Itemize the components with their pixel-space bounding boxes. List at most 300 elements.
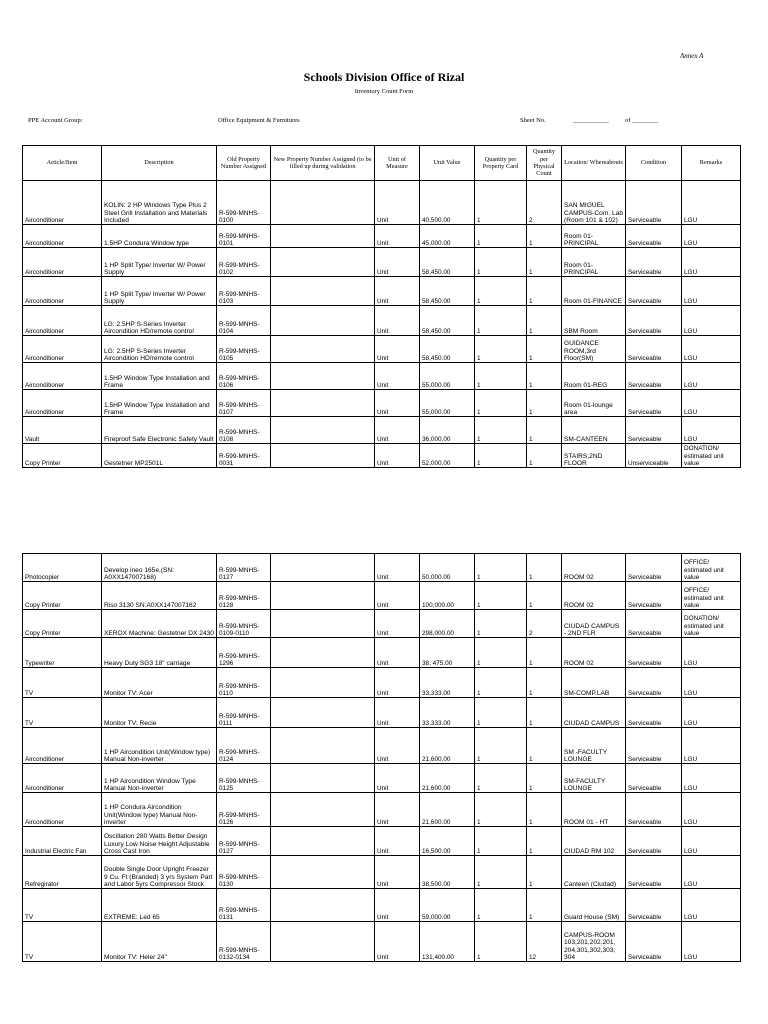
condition-cell: Serviceable xyxy=(626,698,682,728)
unit-cell: Unit xyxy=(375,922,420,962)
remarks-cell: LGU xyxy=(682,922,741,962)
description-cell: LG: 2.5HP S-Series Inverter Aircondition HD/remote control xyxy=(102,306,217,336)
condition-cell: Serviceable xyxy=(626,390,682,417)
article-cell: Photocopier xyxy=(23,554,102,582)
unit-value-cell: 50,000.00 xyxy=(420,554,475,582)
qty-count-cell: 1 xyxy=(527,827,562,856)
unit-cell: Unit xyxy=(375,582,420,610)
qty-card-cell: 1 xyxy=(475,889,527,922)
qty-count-cell: 1 xyxy=(527,793,562,827)
unit-cell: Unit xyxy=(375,390,420,417)
condition-cell: Serviceable xyxy=(626,225,682,248)
remarks-cell: LGU xyxy=(682,306,741,336)
description-cell: Fireproof Safe Electronic Safety Vault xyxy=(102,417,217,444)
article-cell: Airconditioner xyxy=(23,728,102,764)
unit-value-cell: 55,000.00 xyxy=(420,363,475,390)
old-property-number-cell: R-599-MNHS-0131 xyxy=(217,889,271,922)
location-cell: Room 01-PRINCIPAL xyxy=(562,248,626,277)
description-cell: 1 HP Aircondition Window Type Manual Non-inverter xyxy=(102,764,217,793)
location-cell: CAMPUS-ROOM 103,201,202,201, 204,301,302,303, 304 xyxy=(562,922,626,962)
condition-cell: Unserviceable xyxy=(626,444,682,468)
description-cell: Heavy Duty SG3 18" carriage xyxy=(102,638,217,668)
qty-card-cell: 1 xyxy=(475,582,527,610)
qty-card-cell: 1 xyxy=(475,764,527,793)
location-cell: SM -FACULTY LOUNGE xyxy=(562,728,626,764)
old-property-number-cell: R-599-MNHS-0101 xyxy=(217,225,271,248)
table-row xyxy=(23,277,741,306)
qty-count-cell: 1 xyxy=(527,225,562,248)
unit-value-cell: 100,000.00 xyxy=(420,582,475,610)
condition-cell: Serviceable xyxy=(626,181,682,225)
article-cell: Copy Printer xyxy=(23,582,102,610)
description-cell: 1 HP Condura Aircondition Unit(Window type) Manual Non-inverter xyxy=(102,793,217,827)
table-2-body xyxy=(23,554,741,962)
remarks-cell: LGU xyxy=(682,225,741,248)
location-cell: Room 01-FINANCE xyxy=(562,277,626,306)
qty-count-cell: 1 xyxy=(527,554,562,582)
unit-value-cell: 55,000.00 xyxy=(420,390,475,417)
old-property-number-cell: R-599-MNHS-0104 xyxy=(217,306,271,336)
qty-count-cell: 1 xyxy=(527,728,562,764)
qty-count-cell: 1 xyxy=(527,417,562,444)
new-property-number-cell xyxy=(271,554,375,582)
new-property-number-cell xyxy=(271,444,375,468)
new-property-number-cell xyxy=(271,610,375,638)
new-property-number-cell xyxy=(271,390,375,417)
location-cell: ROOM 02 xyxy=(562,582,626,610)
unit-value-cell: 21,600.00 xyxy=(420,764,475,793)
qty-count-cell: 1 xyxy=(527,363,562,390)
location-cell: Guard House (SM) xyxy=(562,889,626,922)
unit-cell: Unit xyxy=(375,638,420,668)
col-header-unit-of-measure: Unit of Measure xyxy=(375,146,420,181)
unit-cell: Unit xyxy=(375,889,420,922)
unit-cell: Unit xyxy=(375,444,420,468)
col-header-qty-property-card: Quantity per Property Card xyxy=(475,146,527,181)
remarks-cell: LGU xyxy=(682,889,741,922)
col-header-new-property-number: New Property Number Assigned (to be filled up during validation xyxy=(271,146,375,181)
old-property-number-cell: R-599-MNHS-0111 xyxy=(217,698,271,728)
description-cell: Monitor TV: Acer xyxy=(102,668,217,698)
location-cell: SM-CANTEEN xyxy=(562,417,626,444)
article-cell: Copy Printer xyxy=(23,610,102,638)
location-cell: Room 01-PRINCIPAL xyxy=(562,225,626,248)
old-property-number-cell: R-599-MNHS-0132-0134 xyxy=(217,922,271,962)
article-cell: TV xyxy=(23,698,102,728)
qty-count-cell: 1 xyxy=(527,668,562,698)
description-cell: KOLIN: 2 HP Windows Type Plus 2 Steel Grill Installation and Materials Included xyxy=(102,181,217,225)
unit-value-cell: 33,333.00 xyxy=(420,698,475,728)
article-cell: TV xyxy=(23,668,102,698)
inventory-table-1 xyxy=(22,145,741,468)
unit-cell: Unit xyxy=(375,856,420,889)
qty-count-cell: 1 xyxy=(527,764,562,793)
condition-cell: Serviceable xyxy=(626,889,682,922)
condition-cell: Serviceable xyxy=(626,610,682,638)
unit-value-cell: 40,500.00 xyxy=(420,181,475,225)
qty-count-cell: 1 xyxy=(527,444,562,468)
description-cell: 1.5HP Window Type Installation and Frame xyxy=(102,363,217,390)
new-property-number-cell xyxy=(271,363,375,390)
condition-cell: Serviceable xyxy=(626,554,682,582)
qty-card-cell: 1 xyxy=(475,610,527,638)
remarks-cell: LGU xyxy=(682,390,741,417)
old-property-number-cell: R-599-MNHS-0127 xyxy=(217,827,271,856)
remarks-cell: OFFICE/ estimated unit value xyxy=(682,582,741,610)
article-cell: TV xyxy=(23,889,102,922)
col-header-old-property-number: Old Property Number Assigned xyxy=(217,146,271,181)
unit-cell: Unit xyxy=(375,827,420,856)
remarks-cell: LGU xyxy=(682,363,741,390)
qty-card-cell: 1 xyxy=(475,306,527,336)
old-property-number-cell: R-599-MNHS-0106 xyxy=(217,363,271,390)
article-cell: Airconditioner xyxy=(23,336,102,363)
description-cell: 1.5HP Window Type Installation and Frame xyxy=(102,390,217,417)
old-property-number-cell: R-599-MNHS-0130 xyxy=(217,856,271,889)
new-property-number-cell xyxy=(271,582,375,610)
article-cell: TV xyxy=(23,922,102,962)
table-row xyxy=(23,793,741,827)
unit-value-cell: 131,400.00 xyxy=(420,922,475,962)
condition-cell: Serviceable xyxy=(626,638,682,668)
new-property-number-cell xyxy=(271,417,375,444)
remarks-cell: LGU xyxy=(682,764,741,793)
remarks-cell: LGU xyxy=(682,668,741,698)
unit-value-cell: 45,000.00 xyxy=(420,225,475,248)
location-cell: GUIDANCE ROOM,3rd Floor(SM) xyxy=(562,336,626,363)
location-cell: SM-COMP.LAB xyxy=(562,668,626,698)
unit-cell: Unit xyxy=(375,764,420,793)
remarks-cell: LGU xyxy=(682,856,741,889)
new-property-number-cell xyxy=(271,668,375,698)
table-row xyxy=(23,225,741,248)
description-cell: Monitor TV: Heler 24" xyxy=(102,922,217,962)
table-row xyxy=(23,827,741,856)
description-cell: 1 HP Split Type/ Inverter W/ Power Supply xyxy=(102,248,217,277)
qty-card-cell: 1 xyxy=(475,827,527,856)
unit-value-cell: 58,450.00 xyxy=(420,336,475,363)
remarks-cell: LGU xyxy=(682,793,741,827)
condition-cell: Serviceable xyxy=(626,827,682,856)
article-cell: Airconditioner xyxy=(23,363,102,390)
condition-cell: Serviceable xyxy=(626,336,682,363)
article-cell: Copy Printer xyxy=(23,444,102,468)
article-cell: Airconditioner xyxy=(23,248,102,277)
unit-value-cell: 33,333.00 xyxy=(420,668,475,698)
old-property-number-cell: R-599-MNHS-0125 xyxy=(217,764,271,793)
condition-cell: Serviceable xyxy=(626,922,682,962)
new-property-number-cell xyxy=(271,793,375,827)
qty-count-cell: 1 xyxy=(527,582,562,610)
unit-value-cell: 298,000.00 xyxy=(420,610,475,638)
remarks-cell: LGU xyxy=(682,827,741,856)
new-property-number-cell xyxy=(271,827,375,856)
remarks-cell: LGU xyxy=(682,181,741,225)
qty-card-cell: 1 xyxy=(475,363,527,390)
unit-value-cell: 58,450.00 xyxy=(420,248,475,277)
remarks-cell: OFFICE/ estimated unit value xyxy=(682,554,741,582)
new-property-number-cell xyxy=(271,181,375,225)
condition-cell: Serviceable xyxy=(626,668,682,698)
old-property-number-cell: R-599-MNHS-0031 xyxy=(217,444,271,468)
unit-cell: Unit xyxy=(375,610,420,638)
qty-count-cell: 1 xyxy=(527,638,562,668)
unit-cell: Unit xyxy=(375,668,420,698)
unit-value-cell: 59,000.00 xyxy=(420,889,475,922)
unit-cell: Unit xyxy=(375,728,420,764)
article-cell: Airconditioner xyxy=(23,793,102,827)
table-row xyxy=(23,363,741,390)
location-cell: ROOM 02 xyxy=(562,638,626,668)
qty-count-cell: 1 xyxy=(527,248,562,277)
description-cell: 1 HP Split Type/ Inverter W/ Power Supply xyxy=(102,277,217,306)
qty-card-cell: 1 xyxy=(475,554,527,582)
qty-card-cell: 1 xyxy=(475,728,527,764)
old-property-number-cell: R-599-MNHS-0108 xyxy=(217,417,271,444)
table-row xyxy=(23,856,741,889)
condition-cell: Serviceable xyxy=(626,582,682,610)
article-cell: Airconditioner xyxy=(23,306,102,336)
location-cell: ROOM 02 xyxy=(562,554,626,582)
location-cell: Room 01-REG xyxy=(562,363,626,390)
remarks-cell: DONATION/ estimated unit value xyxy=(682,610,741,638)
condition-cell: Serviceable xyxy=(626,793,682,827)
condition-cell: Serviceable xyxy=(626,417,682,444)
description-cell: Gestetner MP2501L xyxy=(102,444,217,468)
table-row xyxy=(23,728,741,764)
table-row xyxy=(23,417,741,444)
condition-cell: Serviceable xyxy=(626,856,682,889)
unit-value-cell: 52,000.00 xyxy=(420,444,475,468)
old-property-number-cell: R-599-MNHS-0100 xyxy=(217,181,271,225)
unit-cell: Unit xyxy=(375,554,420,582)
unit-value-cell: 36,000.00 xyxy=(420,417,475,444)
qty-count-cell: 1 xyxy=(527,306,562,336)
article-cell: Airconditioner xyxy=(23,390,102,417)
location-cell: CIUDAD RM 102 xyxy=(562,827,626,856)
qty-count-cell: 1 xyxy=(527,698,562,728)
qty-count-cell: 1 xyxy=(527,856,562,889)
description-cell: EXTREME: Led 65 xyxy=(102,889,217,922)
qty-card-cell: 1 xyxy=(475,793,527,827)
old-property-number-cell: R-599-MNHS-0102 xyxy=(217,248,271,277)
col-header-description: Description xyxy=(102,146,217,181)
qty-card-cell: 1 xyxy=(475,390,527,417)
remarks-cell: LGU xyxy=(682,248,741,277)
description-cell: Riso 3130 SN:A0XX147007162 xyxy=(102,582,217,610)
condition-cell: Serviceable xyxy=(626,363,682,390)
location-cell: Room 01-lounge area xyxy=(562,390,626,417)
qty-count-cell: 2 xyxy=(527,610,562,638)
qty-count-cell: 1 xyxy=(527,277,562,306)
inventory-table-2 xyxy=(22,553,741,962)
qty-card-cell: 1 xyxy=(475,922,527,962)
condition-cell: Serviceable xyxy=(626,248,682,277)
new-property-number-cell xyxy=(271,277,375,306)
new-property-number-cell xyxy=(271,922,375,962)
table-row xyxy=(23,336,741,363)
remarks-cell: DONATION/ estimated unit value xyxy=(682,444,741,468)
qty-card-cell: 1 xyxy=(475,181,527,225)
col-header-qty-physical-count: Quantity per Physical Count xyxy=(527,146,562,181)
sheet-label: Sheet No. xyxy=(520,117,546,124)
description-cell: Double Single Door Upright Freezer 9 Cu. Ft (Branded) 3 yrs System Part and Labor 5yrs Compressor Stock xyxy=(102,856,217,889)
article-cell: Airconditioner xyxy=(23,181,102,225)
page-title: Schools Division Office of Rizal xyxy=(303,70,465,84)
article-cell: Airconditioner xyxy=(23,277,102,306)
new-property-number-cell xyxy=(271,764,375,793)
unit-cell: Unit xyxy=(375,225,420,248)
qty-card-cell: 1 xyxy=(475,225,527,248)
unit-value-cell: 16,500.00 xyxy=(420,827,475,856)
new-property-number-cell xyxy=(271,889,375,922)
old-property-number-cell: R-599-MNHS-0105 xyxy=(217,336,271,363)
sheet-of-blank: of ________ xyxy=(625,117,659,124)
old-property-number-cell: R-599-MNHS-0110 xyxy=(217,668,271,698)
table-row xyxy=(23,181,741,225)
table-row xyxy=(23,554,741,582)
new-property-number-cell xyxy=(271,306,375,336)
location-cell: SBM Room xyxy=(562,306,626,336)
condition-cell: Serviceable xyxy=(626,728,682,764)
description-cell: Monitor TV: Recie xyxy=(102,698,217,728)
location-cell: Canteen (Ciudad) xyxy=(562,856,626,889)
new-property-number-cell xyxy=(271,248,375,277)
qty-card-cell: 1 xyxy=(475,444,527,468)
old-property-number-cell: R-599-MNHS-0107 xyxy=(217,390,271,417)
qty-card-cell: 1 xyxy=(475,248,527,277)
remarks-cell: LGU xyxy=(682,638,741,668)
table-row xyxy=(23,390,741,417)
unit-value-cell: 38,500.00 xyxy=(420,856,475,889)
remarks-cell: LGU xyxy=(682,277,741,306)
table-row xyxy=(23,582,741,610)
qty-card-cell: 1 xyxy=(475,698,527,728)
description-cell: 1 HP Aircondition Unit(Window type) Manual Non-inverter xyxy=(102,728,217,764)
qty-count-cell: 1 xyxy=(527,390,562,417)
annex-label: Annex A xyxy=(680,52,704,60)
col-header-remarks: Remarks xyxy=(682,146,741,181)
unit-value-cell: 58,450.00 xyxy=(420,306,475,336)
description-cell: XEROX Machine: Gestetner DX 2430 xyxy=(102,610,217,638)
table-row xyxy=(23,248,741,277)
location-cell: SAN MIGUEL CAMPUS-Com. Lab (Room 101 & 102) xyxy=(562,181,626,225)
remarks-cell: LGU xyxy=(682,728,741,764)
unit-value-cell: 38, 475.00 xyxy=(420,638,475,668)
description-cell: Develop ineo 165e,(SN: A0XX147007168) xyxy=(102,554,217,582)
table-row xyxy=(23,668,741,698)
unit-cell: Unit xyxy=(375,306,420,336)
article-cell: Airconditioner xyxy=(23,225,102,248)
condition-cell: Serviceable xyxy=(626,306,682,336)
new-property-number-cell xyxy=(271,638,375,668)
table-row xyxy=(23,764,741,793)
article-cell: Airconditioner xyxy=(23,764,102,793)
new-property-number-cell xyxy=(271,336,375,363)
qty-count-cell: 1 xyxy=(527,889,562,922)
table-row xyxy=(23,922,741,962)
new-property-number-cell xyxy=(271,728,375,764)
qty-card-cell: 1 xyxy=(475,856,527,889)
unit-cell: Unit xyxy=(375,248,420,277)
col-header-condition: Condition xyxy=(626,146,682,181)
old-property-number-cell: R-599-MNHS-0127 xyxy=(217,554,271,582)
location-cell: STAIRS,2ND FLOOR xyxy=(562,444,626,468)
qty-card-cell: 1 xyxy=(475,336,527,363)
col-header-unit-value: Unit Value xyxy=(420,146,475,181)
table-row xyxy=(23,444,741,468)
table-row xyxy=(23,889,741,922)
old-property-number-cell: R-599-MNHS-0109-0110 xyxy=(217,610,271,638)
unit-value-cell: 58,450.00 xyxy=(420,277,475,306)
qty-count-cell: 2 xyxy=(527,181,562,225)
qty-card-cell: 1 xyxy=(475,668,527,698)
new-property-number-cell xyxy=(271,856,375,889)
unit-cell: Unit xyxy=(375,417,420,444)
unit-cell: Unit xyxy=(375,181,420,225)
old-property-number-cell: R-599-MNHS-0124 xyxy=(217,728,271,764)
unit-cell: Unit xyxy=(375,363,420,390)
unit-cell: Unit xyxy=(375,793,420,827)
qty-card-cell: 1 xyxy=(475,277,527,306)
unit-cell: Unit xyxy=(375,277,420,306)
description-cell: 1.5HP Condura Window type xyxy=(102,225,217,248)
article-cell: Refregirator xyxy=(23,856,102,889)
description-cell: Oscillation 280 Watts Better Design Luxury Low Noise Height Adjustable Cross Cast Iron xyxy=(102,827,217,856)
remarks-cell: LGU xyxy=(682,417,741,444)
ppe-label: PPE Account Group: xyxy=(28,117,83,124)
location-cell: SM-FACULTY LOUNGE xyxy=(562,764,626,793)
page-subtitle: Inventory Count Form xyxy=(354,88,414,95)
ppe-value: Office Equipment & Furnitures xyxy=(218,117,300,124)
old-property-number-cell: R-599-MNHS-1296 xyxy=(217,638,271,668)
location-cell: ROOM 01 - HT xyxy=(562,793,626,827)
qty-count-cell: 1 xyxy=(527,336,562,363)
unit-cell: Unit xyxy=(375,698,420,728)
qty-card-cell: 1 xyxy=(475,417,527,444)
table-row xyxy=(23,698,741,728)
qty-card-cell: 1 xyxy=(475,638,527,668)
table-row xyxy=(23,610,741,638)
table-row xyxy=(23,638,741,668)
location-cell: CIUDAD CAMPUS - 2ND FLR xyxy=(562,610,626,638)
condition-cell: Serviceable xyxy=(626,764,682,793)
description-cell: LG: 2.5HP S-Series Inverter Aircondition HD/remote control xyxy=(102,336,217,363)
new-property-number-cell xyxy=(271,225,375,248)
new-property-number-cell xyxy=(271,698,375,728)
remarks-cell: LGU xyxy=(682,698,741,728)
unit-value-cell: 21,600.00 xyxy=(420,793,475,827)
col-header-location: Location/ Whereabouts xyxy=(562,146,626,181)
table-row xyxy=(23,306,741,336)
article-cell: Typewriter xyxy=(23,638,102,668)
table-1-body xyxy=(23,181,741,468)
sheet-number-blank: ___________ xyxy=(573,117,609,124)
old-property-number-cell: R-599-MNHS-0103 xyxy=(217,277,271,306)
article-cell: Vault xyxy=(23,417,102,444)
article-cell: Industrial Electric Fan xyxy=(23,827,102,856)
old-property-number-cell: R-599-MNHS-0128 xyxy=(217,582,271,610)
condition-cell: Serviceable xyxy=(626,277,682,306)
old-property-number-cell: R-599-MNHS-0126 xyxy=(217,793,271,827)
qty-count-cell: 12 xyxy=(527,922,562,962)
unit-value-cell: 21,600.00 xyxy=(420,728,475,764)
table-header-row xyxy=(23,146,741,181)
remarks-cell: LGU xyxy=(682,336,741,363)
col-header-article: Article/Item xyxy=(23,146,102,181)
location-cell: CIUDAD CAMPUS xyxy=(562,698,626,728)
unit-cell: Unit xyxy=(375,336,420,363)
